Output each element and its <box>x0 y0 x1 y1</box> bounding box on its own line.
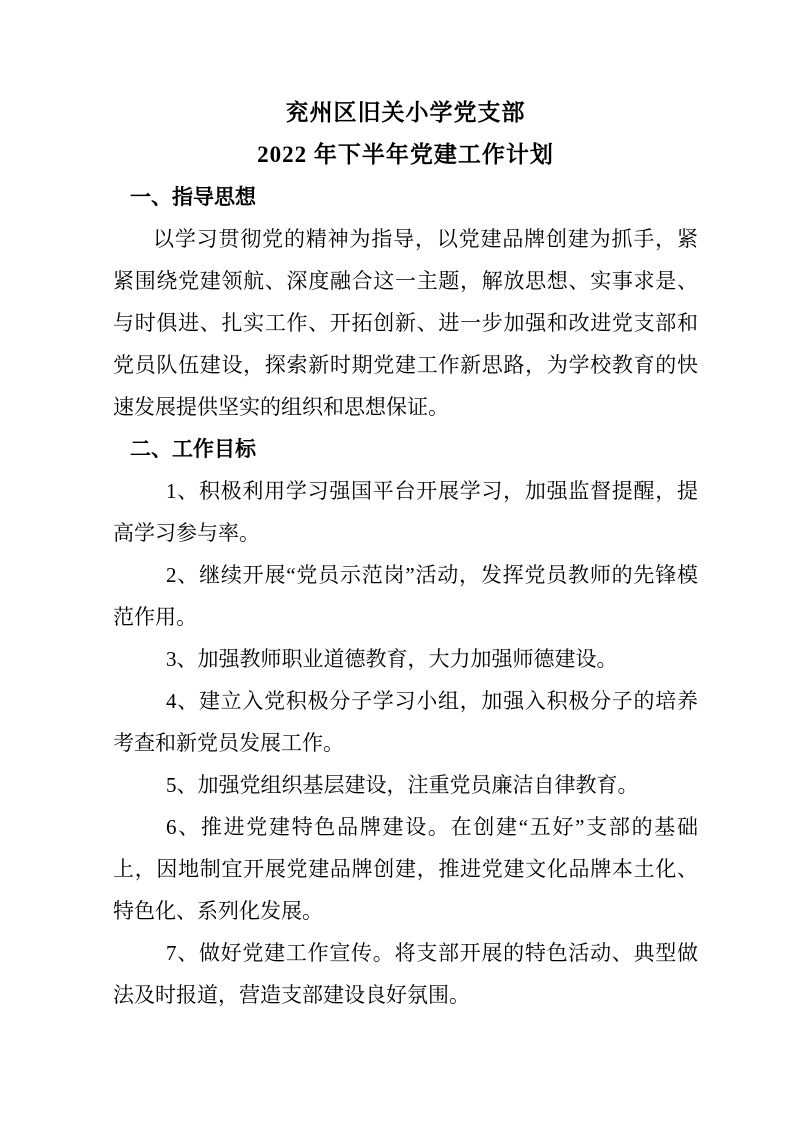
section-heading-guiding-ideology: 一、指导思想 <box>130 185 256 209</box>
work-goal-item-3: 3、加强教师职业道德教育，大力加强师德建设。 <box>166 647 618 671</box>
work-goal-item-5: 5、加强党组织基层建设，注重党员廉洁自律教育。 <box>166 773 639 797</box>
document-subtitle: 2022 年下半年党建工作计划 <box>257 142 554 167</box>
section-heading-work-goals: 二、工作目标 <box>130 437 256 461</box>
work-goal-item-6: 6、推进党建特色品牌建设。在创建“五好”支部的基础上，因地制宜开展党建品牌创建，推进党建文化品牌本土化、特色化、系列化发展。 <box>113 815 698 923</box>
work-goal-item-4: 4、建立入党积极分子学习小组，加强入积极分子的培养考查和新党员发展工作。 <box>113 689 698 755</box>
work-goal-item-7: 7、做好党建工作宣传。将支部开展的特色活动、典型做法及时报道，营造支部建设良好氛围。 <box>113 941 698 1007</box>
document-title: 兖州区旧关小学党支部 <box>285 100 526 125</box>
work-goal-item-2: 2、继续开展“党员示范岗”活动，发挥党员教师的先锋模范作用。 <box>113 563 698 629</box>
work-goal-item-1: 1、积极利用学习强国平台开展学习，加强监督提醒，提高学习参与率。 <box>113 479 698 545</box>
paragraph-guiding-ideology: 以学习贯彻党的精神为指导，以党建品牌创建为抓手，紧紧围绕党建领航、深度融合这一主题，解放思想、实事求是、与时俱进、扎实工作、开拓创新、进一步加强和改进党支部和党员队伍建设，探索新时期党建工作新思路，为学校教育的快速发展提供坚实的组织和思想保证。 <box>113 227 698 419</box>
